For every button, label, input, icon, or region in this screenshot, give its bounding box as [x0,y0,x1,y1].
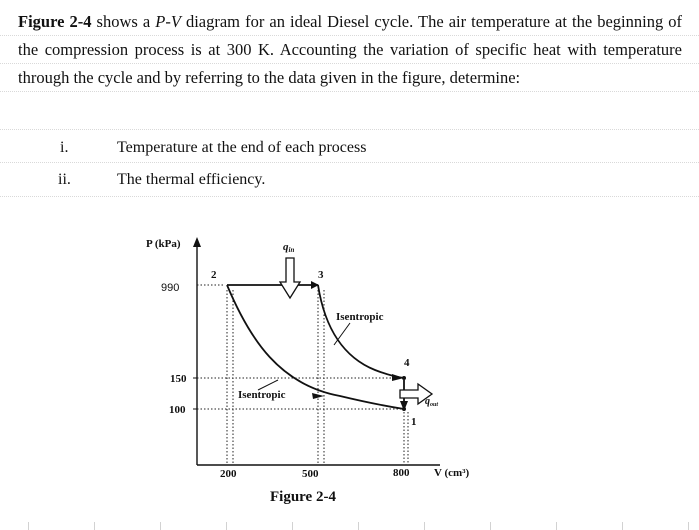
y-axis-arrow [193,237,201,247]
figure-caption: Figure 2-4 [270,489,336,505]
statement-text: shows a [91,12,156,31]
leader-line [334,323,350,345]
y-axis-label: P (kPa) [146,238,181,250]
point-label: 3 [318,269,324,281]
process-label: Isentropic [238,389,286,401]
process-3-4-curve [318,285,404,378]
process-label: Isentropic [336,311,384,323]
heat-in-label: qin [283,241,295,254]
item-number: ii. [58,171,71,188]
y-tick-label: 100 [169,404,186,416]
item-text: Temperature at the end of each process [117,139,367,156]
heat-out-label: $q_{out}$ [425,396,439,408]
item-text: The thermal efficiency. [117,171,266,188]
state-point [402,407,406,411]
x-tick-label: 200 [220,468,237,480]
process-1-2-arrow [312,393,324,399]
point-label: 4 [404,357,410,369]
y-tick-label: 150 [170,373,187,385]
point-label: 1 [411,416,417,428]
item-number: i. [60,139,69,156]
x-axis-label: V (cm³) [434,467,470,479]
x-tick-label: 500 [302,468,319,480]
y-tick-label: 990 [161,282,180,294]
figure-reference: Figure 2-4 [18,12,92,31]
pv-term: P-V [155,12,181,31]
heat-in-arrow [280,258,300,298]
x-tick-label: 800 [393,467,410,479]
statement-text: diagram for an ideal Diesel cycle. The air temperature at the beginning of the compression process is at 300 K. Accounting the variation of specific heat with temperature through the cycle and by referring to the data given in the figure, determine: [18,12,682,87]
state-point [402,376,406,380]
point-label: 2 [211,269,217,281]
